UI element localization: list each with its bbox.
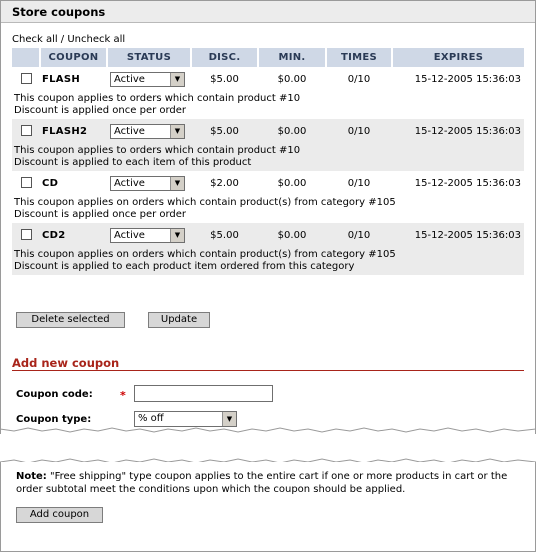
description-line: This coupon applies to orders which contain product #10 <box>14 145 301 156</box>
status-value: Active <box>114 229 145 241</box>
coupons-table <box>12 48 524 275</box>
coupon-code: CD <box>42 177 59 189</box>
coupon-code-label: Coupon code: <box>16 389 93 400</box>
coupon-code-input[interactable] <box>134 385 273 402</box>
description-line: Discount is applied to each item of this product <box>14 157 252 168</box>
discount-value: $5.00 <box>191 223 258 247</box>
table-row <box>12 119 524 143</box>
row-checkbox[interactable] <box>21 229 32 240</box>
note-label: Note: <box>16 471 47 482</box>
chevron-down-icon: ▼ <box>170 177 184 190</box>
header-expires: EXPIRES <box>392 48 524 67</box>
header-times: TIMES <box>326 48 392 67</box>
note-text <box>16 471 520 496</box>
panel-title: Store coupons <box>1 1 535 23</box>
chevron-down-icon: ▼ <box>170 73 184 86</box>
expires-value: 15-12-2005 15:36:03 <box>392 223 524 247</box>
minimum-value: $0.00 <box>258 119 326 143</box>
row-checkbox[interactable] <box>21 73 32 84</box>
header-coupon: COUPON <box>40 48 107 67</box>
times-value: 0/10 <box>326 119 392 143</box>
description-line: Discount is applied once per order <box>14 209 187 220</box>
chevron-down-icon: ▼ <box>222 412 236 426</box>
discount-value: $5.00 <box>191 119 258 143</box>
uncheck-all-link[interactable]: Uncheck all <box>67 34 126 45</box>
delete-selected-button[interactable]: Delete selected <box>16 312 125 328</box>
times-value: 0/10 <box>326 223 392 247</box>
minimum-value: $0.00 <box>258 223 326 247</box>
row-checkbox[interactable] <box>21 177 32 188</box>
coupon-type-value: % off <box>138 413 164 424</box>
update-button[interactable]: Update <box>148 312 210 328</box>
table-row <box>12 67 524 91</box>
description-line: This coupon applies on orders which contain product(s) from category #105 <box>14 197 396 208</box>
check-all-controls <box>12 34 125 45</box>
minimum-value: $0.00 <box>277 177 307 189</box>
add-coupon-button[interactable]: Add coupon <box>16 507 103 523</box>
header-checkbox <box>12 48 40 67</box>
table-row <box>12 223 524 247</box>
status-select[interactable] <box>110 176 185 191</box>
status-value: Active <box>114 125 145 137</box>
status-value: Active <box>114 177 145 189</box>
chevron-down-icon: ▼ <box>170 125 184 138</box>
table-row <box>12 171 524 195</box>
coupon-code: CD2 <box>40 223 107 247</box>
coupon-description-row <box>12 143 524 171</box>
expires-value: 15-12-2005 15:36:03 <box>414 177 521 189</box>
coupon-description-row <box>12 91 524 119</box>
coupon-code: FLASH <box>42 73 81 85</box>
required-mark: * <box>120 389 126 402</box>
chevron-down-icon: ▼ <box>170 229 184 242</box>
description-line: Discount is applied once per order <box>14 105 187 116</box>
coupon-code: FLASH2 <box>40 119 107 143</box>
description-line: This coupon applies to orders which contain product #10 <box>14 93 301 104</box>
check-all-link[interactable]: Check all <box>12 34 58 45</box>
description-line: Discount is applied to each product item ordered from this category <box>14 261 355 272</box>
coupon-description-row <box>12 247 524 275</box>
status-select[interactable] <box>110 124 185 139</box>
coupon-type-select[interactable] <box>134 411 237 427</box>
add-new-coupon-title: Add new coupon <box>12 356 524 371</box>
header-status: STATUS <box>107 48 191 67</box>
description-line: This coupon applies on orders which contain product(s) from category #105 <box>14 249 396 260</box>
status-select[interactable] <box>110 72 185 87</box>
coupon-description-row <box>12 195 524 223</box>
header-discount: DISC. <box>191 48 258 67</box>
row-checkbox[interactable] <box>21 125 32 136</box>
coupon-type-label: Coupon type: <box>16 414 92 425</box>
minimum-value: $0.00 <box>277 73 307 85</box>
header-minimum: MIN. <box>258 48 326 67</box>
torn-edge-top <box>0 427 536 441</box>
discount-value: $2.00 <box>210 177 239 189</box>
status-select[interactable] <box>110 228 185 243</box>
table-header-row <box>12 48 524 67</box>
status-value: Active <box>114 73 145 85</box>
discount-value: $5.00 <box>210 73 239 85</box>
check-all-separator: / <box>57 34 68 45</box>
expires-value: 15-12-2005 15:36:03 <box>414 73 521 85</box>
note-body: "Free shipping" type coupon applies to the entire cart if one or more products in cart or the order subtotal meet the conditions upon which the coupon should be applied. <box>16 471 508 495</box>
times-value: 0/10 <box>347 177 371 189</box>
expires-value: 15-12-2005 15:36:03 <box>392 119 524 143</box>
times-value: 0/10 <box>347 73 371 85</box>
